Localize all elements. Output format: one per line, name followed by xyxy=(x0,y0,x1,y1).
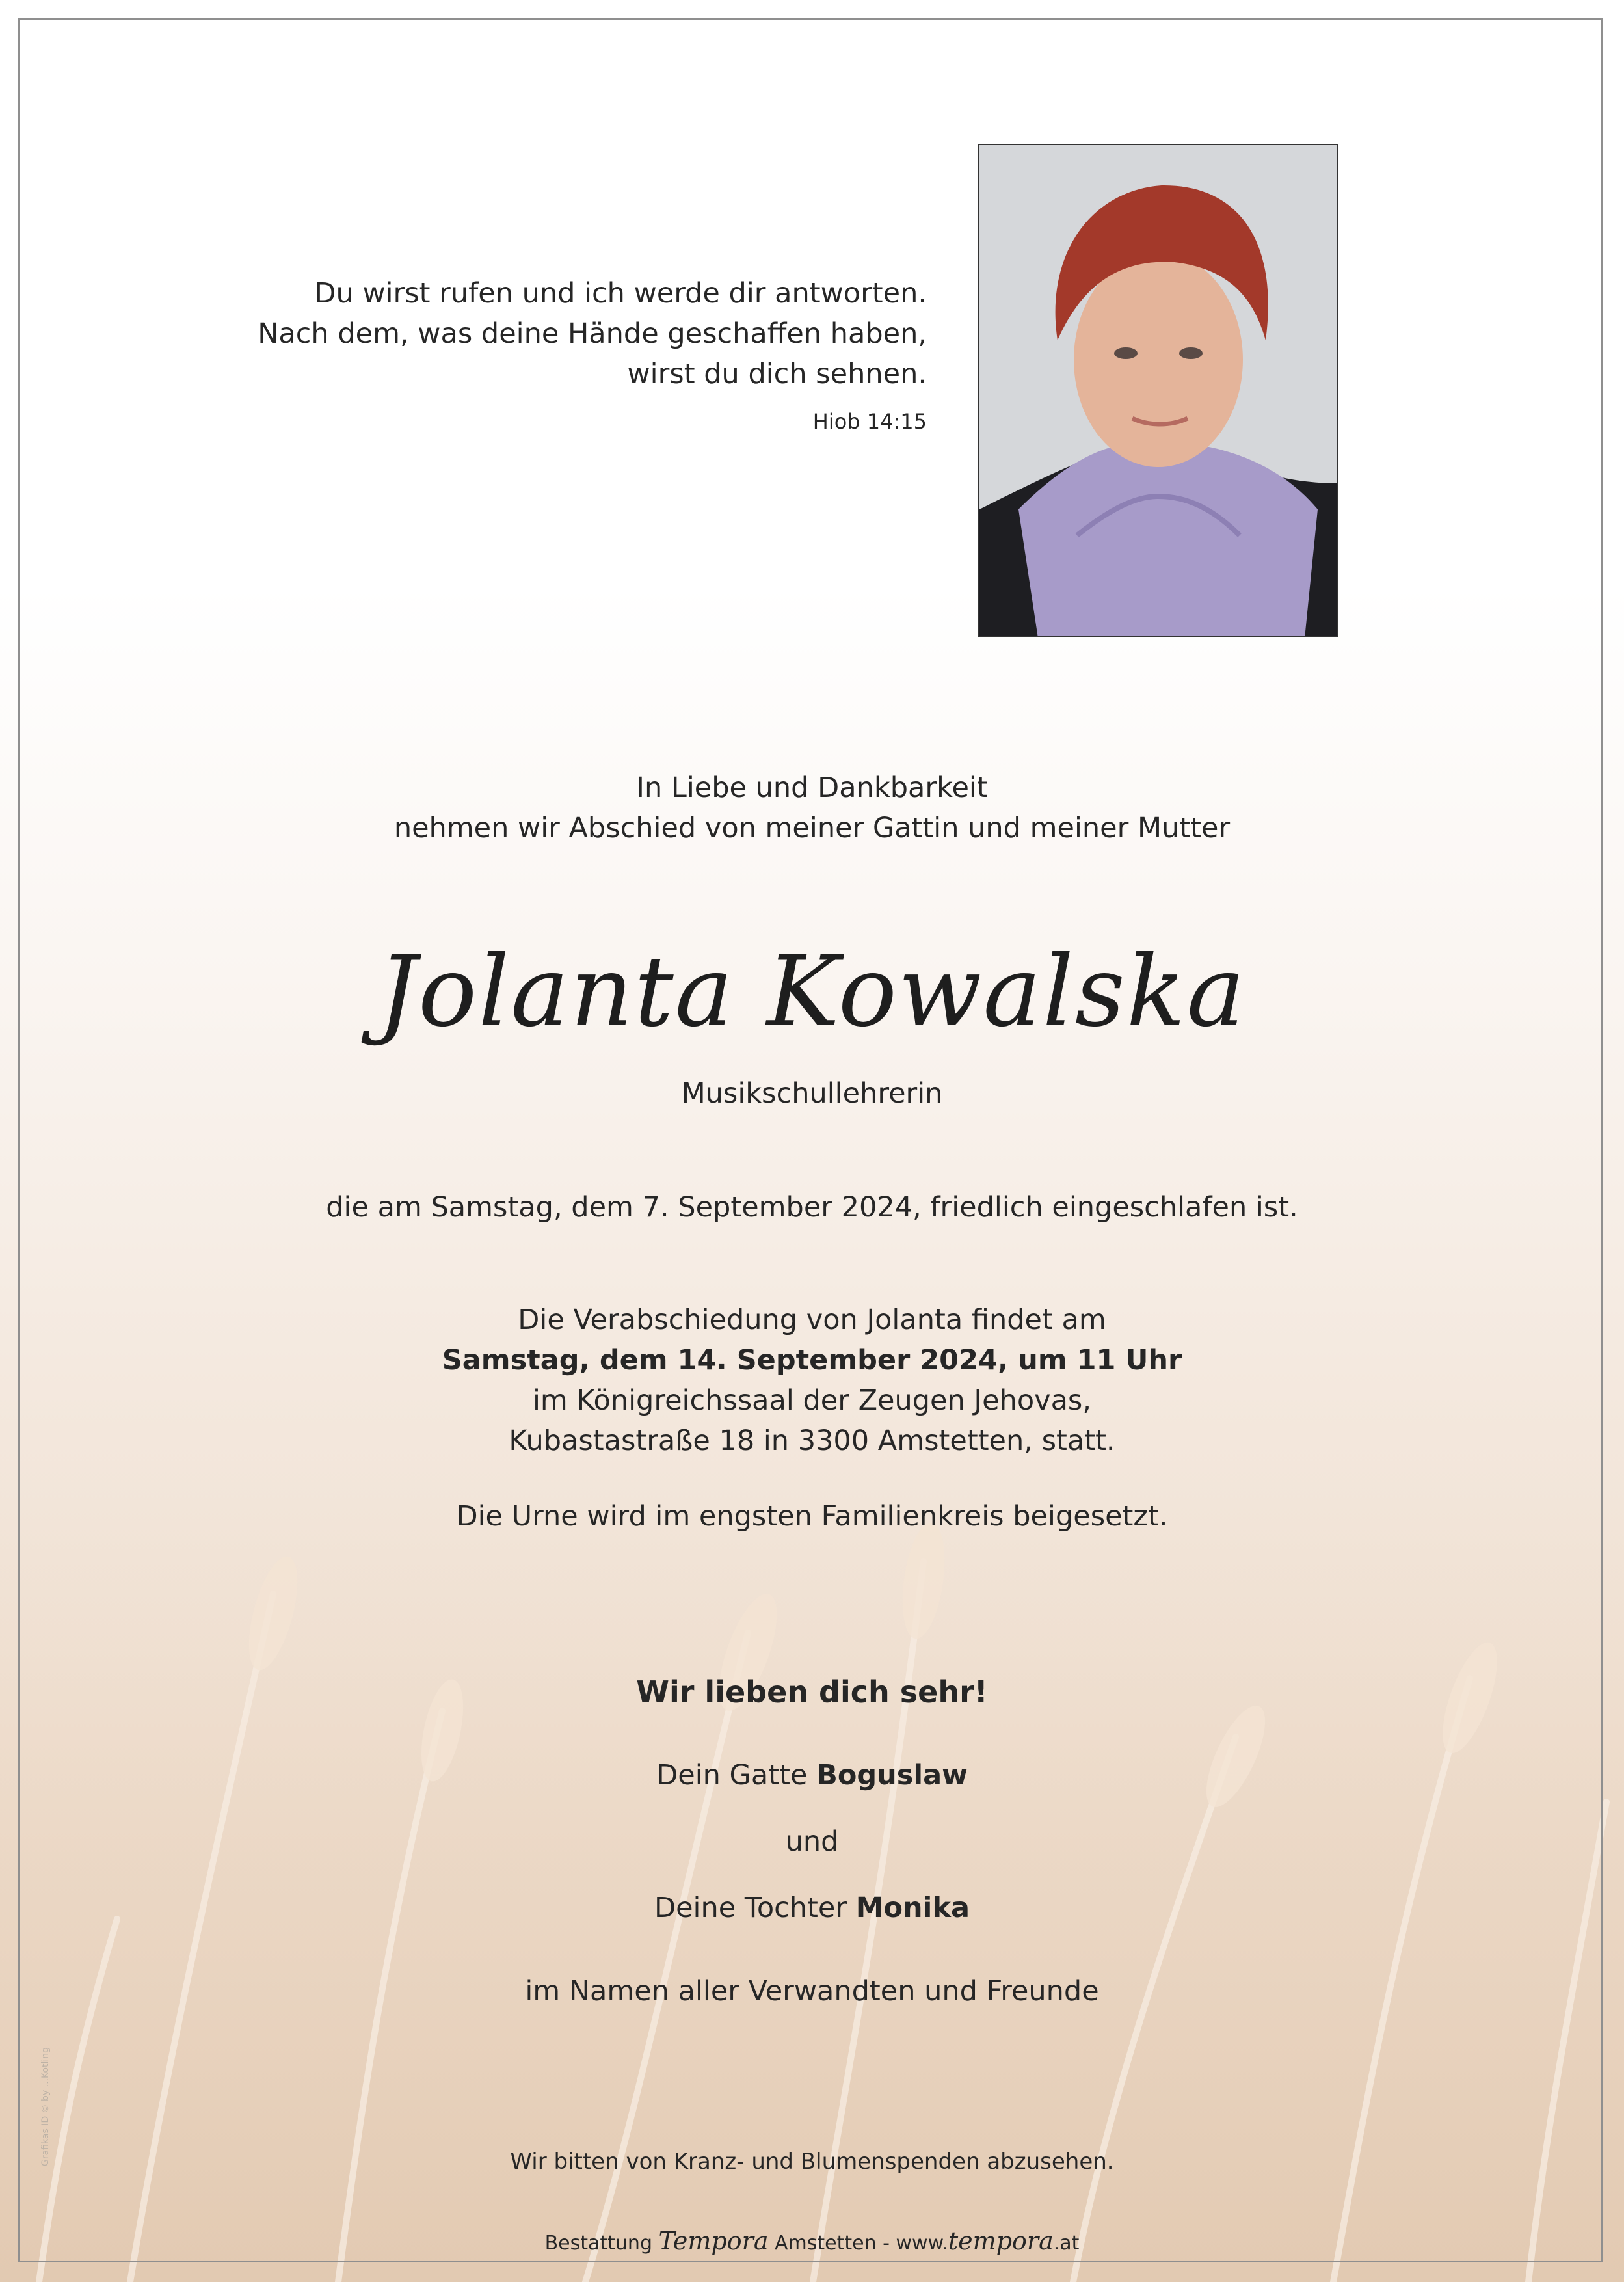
daughter-prefix: Deine Tochter xyxy=(654,1892,856,1924)
footer-brand: Tempora xyxy=(658,2227,769,2255)
ceremony-address: Kubastastraße 18 in 3300 Amstetten, statt. xyxy=(509,1425,1115,1457)
family-closing: im Namen aller Verwandten und Freunde xyxy=(525,1975,1099,2007)
footer-middle: Amstetten - www. xyxy=(768,2232,948,2255)
flowers-notice: Wir bitten von Kranz- und Blumenspenden abzusehen. xyxy=(510,2149,1114,2175)
ceremony-location: im Königreichssaal der Zeugen Jehovas, xyxy=(532,1384,1091,1417)
image-credit: Grafikas ID © by ...Kotling xyxy=(40,2047,51,2166)
verse-reference: Hiob 14:15 xyxy=(812,409,927,434)
husband-prefix: Dein Gatte xyxy=(656,1759,817,1792)
footer-prefix: Bestattung xyxy=(544,2232,659,2255)
ceremony-date: Samstag, dem 14. September 2024, um 11 Uhr xyxy=(442,1344,1182,1376)
ceremony-details xyxy=(0,1300,1624,1461)
ceremony-line-1: Die Verabschiedung von Jolanta findet am xyxy=(518,1304,1106,1336)
verse-line-1: Du wirst rufen und ich werde dir antworten. xyxy=(314,277,927,310)
deceased-name: Jolanta Kowalska xyxy=(377,935,1247,1049)
love-line: Wir lieben dich sehr! xyxy=(636,1674,988,1710)
funeral-home-footer xyxy=(0,2228,1624,2257)
deceased-profession: Musikschullehrerin xyxy=(681,1077,943,1110)
daughter-line xyxy=(0,1888,1624,1928)
death-notice: die am Samstag, dem 7. September 2024, friedlich eingeschlafen ist. xyxy=(326,1191,1298,1224)
husband-name: Boguslaw xyxy=(816,1759,968,1792)
intro-line-1: In Liebe und Dankbarkeit xyxy=(636,772,988,804)
family-connector: und xyxy=(785,1825,839,1858)
bible-verse xyxy=(258,273,927,436)
verse-line-2: Nach dem, was deine Hände geschaffen haben, xyxy=(258,317,927,350)
verse-line-3: wirst du dich sehnen. xyxy=(627,358,927,390)
intro-line-2: nehmen wir Abschied von meiner Gattin und meiner Mutter xyxy=(393,812,1231,844)
portrait-photo-icon xyxy=(978,144,1338,637)
footer-suffix: .at xyxy=(1053,2232,1080,2255)
intro-text xyxy=(0,768,1624,848)
husband-line xyxy=(0,1755,1624,1795)
daughter-name: Monika xyxy=(855,1892,970,1924)
footer-domain-brand: tempora xyxy=(948,2227,1054,2255)
urn-notice: Die Urne wird im engsten Familienkreis beigesetzt. xyxy=(456,1500,1168,1533)
